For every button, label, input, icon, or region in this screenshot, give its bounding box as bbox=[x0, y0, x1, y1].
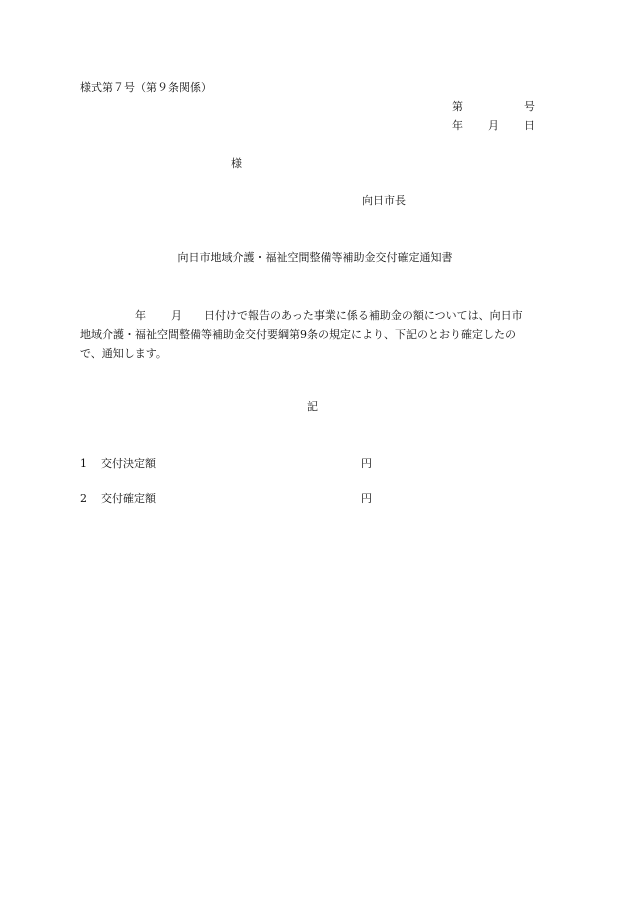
body-line-1-text: 日付けで報告のあった事業に係る補助金の額については、向日市 bbox=[204, 309, 523, 322]
item-label: 交付確定額 bbox=[101, 492, 156, 505]
issue-date bbox=[452, 119, 536, 133]
doc-number-prefix: 第 bbox=[452, 100, 463, 113]
body-line-2: 地域介護・福祉空間整備等補助金交付要綱第9条の規定により、下記のとおり確定したの bbox=[80, 328, 516, 341]
body-line-1 bbox=[80, 306, 550, 325]
body-paragraph bbox=[80, 306, 550, 363]
item-unit: 円 bbox=[361, 492, 372, 505]
document-number bbox=[452, 100, 536, 114]
item-row bbox=[80, 457, 480, 471]
document-title: 向日市地域介護・福祉空間整備等補助金交付確定通知書 bbox=[177, 251, 453, 264]
item-row bbox=[80, 492, 480, 506]
item-number: 2 bbox=[80, 492, 87, 505]
body-line-3: で、通知します。 bbox=[80, 347, 167, 360]
sender-name: 向日市長 bbox=[362, 194, 406, 207]
body-month: 月 bbox=[171, 309, 182, 322]
date-day: 日 bbox=[524, 119, 535, 132]
item-label: 交付決定額 bbox=[101, 457, 156, 470]
item-unit: 円 bbox=[361, 457, 372, 470]
form-label: 様式第７号（第９条関係） bbox=[80, 81, 212, 94]
date-year: 年 bbox=[452, 119, 463, 132]
body-year: 年 bbox=[135, 309, 146, 322]
recipient-honorific: 様 bbox=[231, 157, 242, 170]
date-month: 月 bbox=[488, 119, 499, 132]
ki-heading: 記 bbox=[307, 400, 318, 413]
item-number: 1 bbox=[80, 457, 87, 470]
doc-number-suffix: 号 bbox=[524, 100, 535, 113]
